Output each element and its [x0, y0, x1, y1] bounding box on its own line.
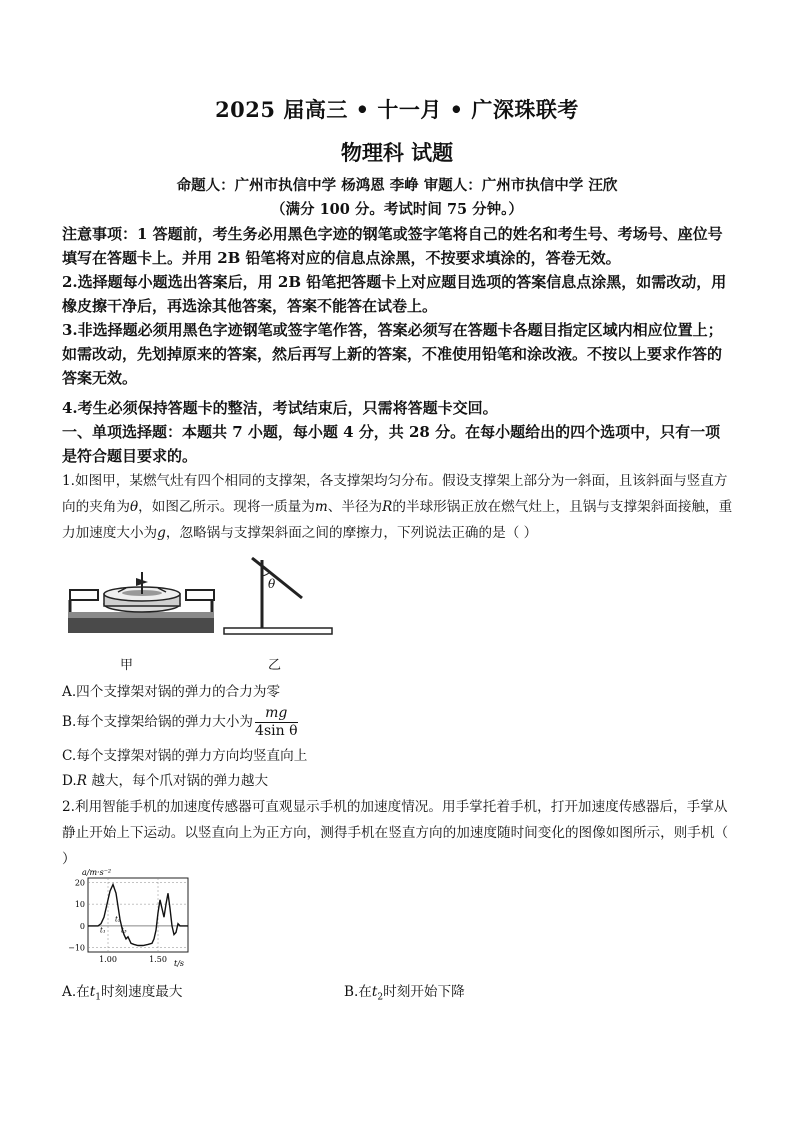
support-incline-figure: [222, 556, 334, 638]
fig-theta-label: θ: [268, 577, 276, 591]
chart-annotation: t₂: [115, 915, 121, 924]
section-heading: 一、单项选择题：本题共 7 小题，每小题 4 分，共 28 分。在每小题给出的四个选项中，只有一项是符合题目要求的。: [62, 423, 721, 465]
fraction-denominator: 4sin θ: [255, 723, 298, 739]
chart-annotation: t₃: [121, 926, 127, 935]
chart-y-tick-label: −10: [68, 943, 85, 953]
q2-option-b: B.在$t_2$时刻开始下降: [344, 984, 465, 1003]
exam-subtitle: 物理科 试题: [340, 140, 454, 165]
chart-y-tick-label: 0: [79, 921, 85, 931]
notice-3: 3.非选择题必须用黑色字迹钢笔或签字笔作答，答案必须写在答题卡各题目指定区域内相应位置上；如需改动，先划掉原来的答案，然后再写上新的答案，不准使用铅笔和涂改液。不按以上要求作答的答案无效。: [62, 321, 723, 387]
acceleration-chart: [60, 866, 200, 972]
exam-title: 2025 届高三 • 十一月 • 广深珠联考: [215, 97, 579, 122]
q2-option-a: A.在$t_1$时刻速度最大: [62, 984, 183, 1003]
chart-x-tick-label: 1.50: [149, 955, 167, 964]
chart-y-tick-label: 10: [74, 900, 85, 910]
q1-stem: 1.如图甲，某燃气灶有四个相同的支撑架，各支撑架均匀分布。假设支撑架上部分为一斜面，且该斜面与竖直方向的夹角为θ，如图乙所示。现将一质量为m、半径为R的半球形锅正放在燃气灶上，且锅与支撑架斜面接触，重力加速度大小为g，忽略锅与支撑架斜面之间的摩擦力，下列说法正确的是（ ）: [62, 473, 733, 541]
q1-option-c: C.每个支撑架对锅的弹力方向均竖直向上: [62, 748, 308, 764]
chart-x-axis-label: t/s: [174, 959, 185, 968]
notice-1: 注意事项：1 答题前，考生务必用黑色字迹的钢笔或签字笔将自己的姓名和考生号、考场号、座位号填写在答题卡上。并用 2B 铅笔将对应的信息点涂黑，不按要求填涂的，答卷无效。: [62, 225, 723, 267]
exam-authors: 命题人：广州市执信中学 杨鸿恩 李峥 审题人：广州市执信中学 汪欣: [176, 177, 618, 194]
chart-annotation: t₁: [100, 926, 106, 935]
exam-score-time: （满分 100 分。考试时间 75 分钟。）: [271, 201, 523, 218]
notice-4: 4.考生必须保持答题卡的整洁，考试结束后，只需将答题卡交回。: [62, 399, 498, 417]
q1-option-d: D.R 越大，每个爪对锅的弹力越大: [62, 773, 269, 789]
q2-stem: 2.利用智能手机的加速度传感器可直观显示手机的加速度情况。用手掌托着手机，打开加速度传感器后，手掌从静止开始上下运动。以竖直向上为正方向，测得手机在竖直方向的加速度随时间变化的图像如图所示，则手机（ ）: [62, 799, 729, 867]
chart-y-axis-label: a/m·s⁻²: [82, 868, 112, 877]
fig-caption-jia: 甲: [120, 658, 134, 673]
chart-series-line: [88, 885, 188, 946]
chart-y-tick-label: 20: [74, 878, 85, 888]
chart-x-tick-label: 1.00: [99, 955, 117, 964]
fraction-numerator: mg: [255, 705, 297, 723]
notice-2: 2.选择题每小题选出答案后，用 2B 铅笔把答题卡上对应题目选项的答案信息点涂黑，如需改动，用橡皮擦干净后，再选涂其他答案，答案不能答在试卷上。: [62, 273, 727, 315]
q1-option-a: A.四个支撑架对锅的弹力的合力为零: [62, 684, 281, 700]
gas-stove-figure: [66, 568, 218, 638]
q1-option-b: B.每个支撑架给锅的弹力大小为 $\frac{mg}{\text{4sin θ}}$: [62, 705, 298, 739]
chart-frame: [88, 878, 188, 952]
fig-caption-yi: 乙: [268, 658, 282, 673]
